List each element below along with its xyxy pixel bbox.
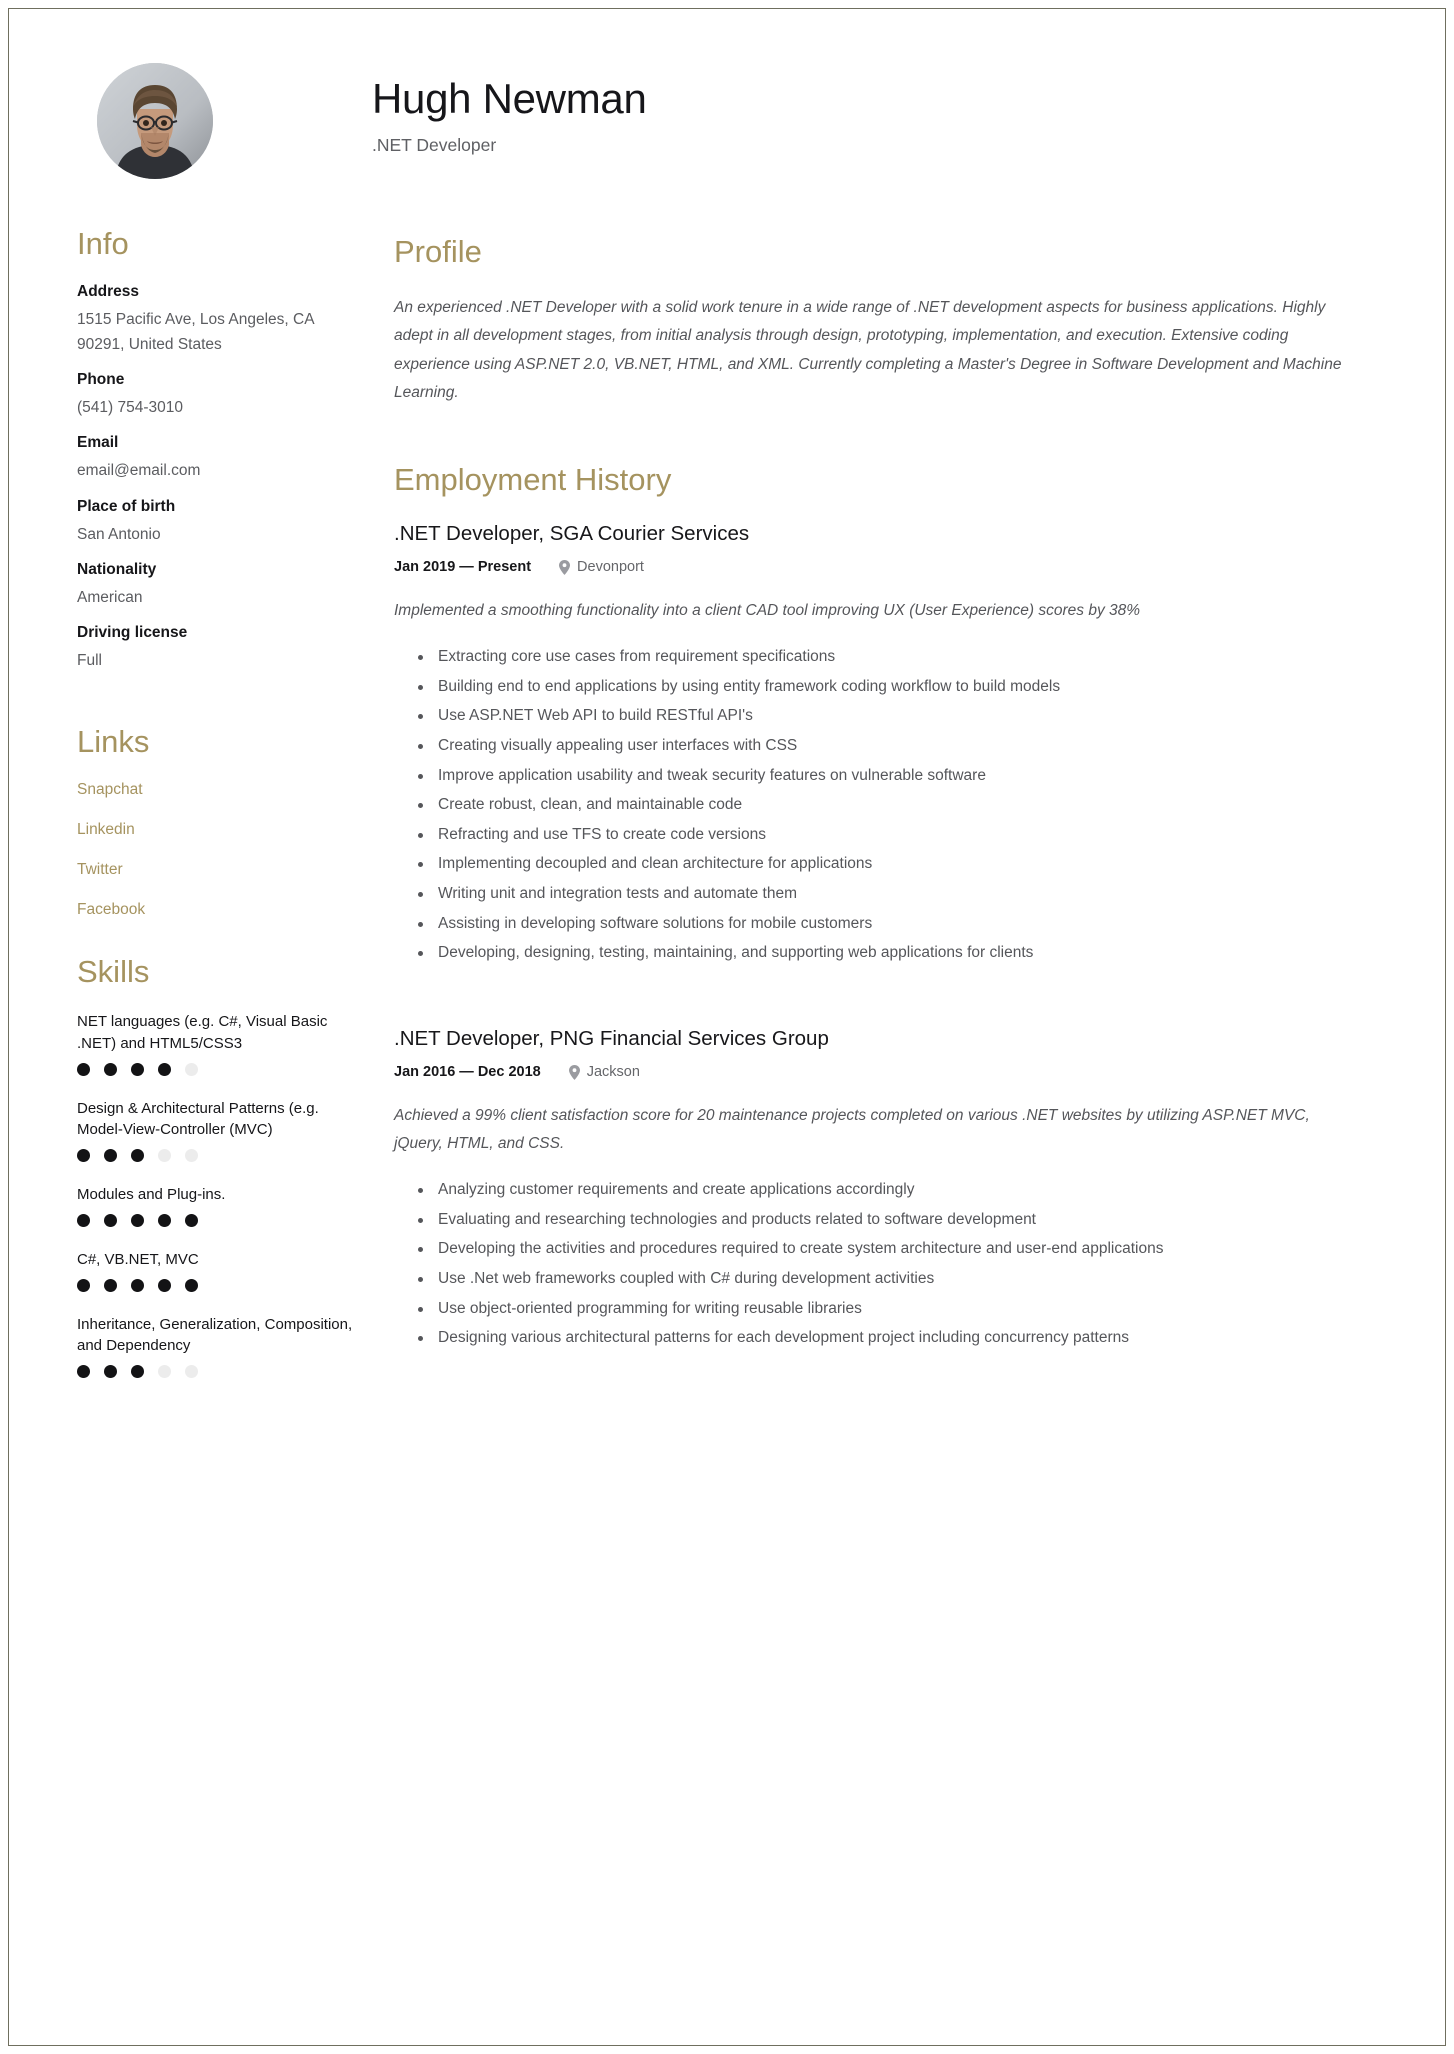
- rating-dot-filled: [131, 1279, 144, 1292]
- info-label: Phone: [77, 371, 125, 389]
- skill-rating: [77, 1214, 364, 1227]
- links-heading: Links: [77, 723, 150, 759]
- job-bullets: [394, 644, 1361, 967]
- skill-rating: [77, 1149, 364, 1162]
- profile-section: [394, 227, 1361, 407]
- info-label: Place of birth: [77, 497, 176, 515]
- skill-name: Design & Architectural Patterns (e.g. Model-View-Controller (MVC): [77, 1099, 319, 1139]
- rating-dot-filled: [158, 1279, 171, 1292]
- info-value: San Antonio: [77, 525, 161, 543]
- rating-dot-filled: [77, 1279, 90, 1292]
- rating-dot-filled: [131, 1214, 144, 1227]
- sidebar: [77, 227, 372, 1400]
- profile-text: An experienced .NET Developer with a solid work tenure in a wide range of .NET development aspects for business applications. Highly adept in all development stages, from initial analysis through design, prototyping, implementation, and execution. Extensive coding experience using ASP.NET 2.0, VB.NET, HTML, and XML. Currently completing a Master's Degree in Software Development and Machine Learning.: [394, 299, 1342, 401]
- info-label: Nationality: [77, 560, 157, 578]
- job-bullet: Improve application usability and tweak security features on vulnerable software: [436, 763, 1361, 790]
- links-section: [77, 725, 364, 919]
- employment-heading: Employment History: [394, 461, 672, 497]
- job-bullet: Building end to end applications by using entity framework coding workflow to build models: [436, 674, 1361, 701]
- rating-dot-filled: [77, 1214, 90, 1227]
- job-bullet: Analyzing customer requirements and create applications accordingly: [436, 1177, 1361, 1204]
- job-meta: [394, 1064, 1361, 1080]
- info-field-place-of-birth: [77, 498, 364, 547]
- job-location: [559, 559, 644, 575]
- rating-dot-filled: [158, 1063, 171, 1076]
- link-facebook[interactable]: Facebook: [77, 900, 146, 918]
- header-job-title: .NET Developer: [372, 135, 497, 156]
- job-bullet: Extracting core use cases from requirement specifications: [436, 644, 1361, 671]
- employment-section: [394, 463, 1361, 1352]
- page-title: Hugh Newman: [372, 75, 647, 122]
- job-date: Jan 2019 — Present: [394, 559, 532, 575]
- skill-name: NET languages (e.g. C#, Visual Basic .NET) and HTML5/CSS3: [77, 1013, 328, 1052]
- skill-item: [77, 1184, 364, 1227]
- employment-entry: [394, 1027, 1361, 1352]
- rating-dot-empty: [158, 1149, 171, 1162]
- skill-item: [77, 1249, 364, 1292]
- skill-item: [77, 1011, 364, 1076]
- skills-section: [77, 955, 364, 1378]
- rating-dot-filled: [104, 1149, 117, 1162]
- job-date: Jan 2016 — Dec 2018: [394, 1064, 541, 1081]
- info-value: 1515 Pacific Ave, Los Angeles, CA 90291, United States: [77, 311, 314, 354]
- rating-dot-empty: [185, 1149, 198, 1162]
- job-bullets: [394, 1177, 1361, 1352]
- info-field-nationality: [77, 561, 364, 610]
- skill-name: Modules and Plug-ins.: [77, 1186, 226, 1204]
- job-bullet: Assisting in developing software solutions for mobile customers: [436, 911, 1361, 938]
- skills-heading: Skills: [77, 953, 150, 989]
- rating-dot-filled: [185, 1279, 198, 1292]
- skill-rating: [77, 1279, 364, 1292]
- job-bullet: Evaluating and researching technologies and products related to software development: [436, 1207, 1361, 1234]
- skill-item: [77, 1098, 364, 1163]
- skill-item: [77, 1314, 364, 1379]
- link-snapchat[interactable]: Snapchat: [77, 780, 143, 798]
- rating-dot-filled: [131, 1149, 144, 1162]
- skill-name: Inheritance, Generalization, Composition, and Dependency: [77, 1315, 353, 1355]
- job-bullet: Designing various architectural patterns for each development project including concurrency patterns: [436, 1325, 1361, 1352]
- rating-dot-filled: [77, 1063, 90, 1076]
- link-twitter[interactable]: Twitter: [77, 860, 123, 878]
- rating-dot-filled: [104, 1063, 117, 1076]
- employment-entry: [394, 522, 1361, 967]
- info-value: email@email.com: [77, 462, 201, 480]
- avatar: [97, 63, 213, 179]
- job-bullet: Creating visually appealing user interfaces with CSS: [436, 733, 1361, 760]
- rating-dot-filled: [104, 1214, 117, 1227]
- map-pin-icon: [559, 560, 570, 575]
- job-location-label: Devonport: [577, 559, 644, 575]
- rating-dot-filled: [77, 1365, 90, 1378]
- job-summary: Implemented a smoothing functionality into a client CAD tool improving UX (User Experience) scores by 38%: [394, 602, 1141, 619]
- job-bullet: Writing unit and integration tests and automate them: [436, 881, 1361, 908]
- link-linkedin[interactable]: Linkedin: [77, 820, 135, 838]
- profile-heading: Profile: [394, 234, 482, 269]
- rating-dot-filled: [131, 1063, 144, 1076]
- rating-dot-filled: [158, 1214, 171, 1227]
- rating-dot-filled: [104, 1365, 117, 1378]
- avatar-photo-icon: [97, 63, 213, 179]
- job-title: .NET Developer, PNG Financial Services Group: [394, 1027, 829, 1051]
- job-bullet: Implementing decoupled and clean architecture for applications: [436, 851, 1361, 878]
- info-field-phone: [77, 371, 364, 420]
- job-meta: [394, 559, 1361, 575]
- info-section: [77, 227, 364, 673]
- info-label: Driving license: [77, 623, 188, 641]
- job-bullet: Developing the activities and procedures required to create system architecture and user-end applications: [436, 1236, 1361, 1263]
- resume-page: [8, 8, 1446, 2046]
- info-value: Full: [77, 651, 102, 669]
- info-field-driving-license: [77, 624, 364, 673]
- skill-rating: [77, 1063, 364, 1076]
- info-heading: Info: [77, 226, 129, 261]
- job-bullet: Refracting and use TFS to create code versions: [436, 822, 1361, 849]
- skill-name: C#, VB.NET, MVC: [77, 1250, 199, 1268]
- info-value: American: [77, 588, 143, 606]
- job-bullet: Create robust, clean, and maintainable code: [436, 792, 1361, 819]
- job-bullet: Use .Net web frameworks coupled with C# during development activities: [436, 1266, 1361, 1293]
- skill-rating: [77, 1365, 364, 1378]
- rating-dot-filled: [131, 1365, 144, 1378]
- rating-dot-empty: [185, 1063, 198, 1076]
- avatar-container: [77, 57, 372, 179]
- job-location: [569, 1064, 640, 1080]
- info-label: Address: [77, 283, 140, 301]
- job-title: .NET Developer, SGA Courier Services: [394, 522, 750, 545]
- info-value: (541) 754-3010: [77, 399, 183, 417]
- main-content: [372, 227, 1381, 1362]
- info-field-email: [77, 434, 364, 483]
- rating-dot-filled: [104, 1279, 117, 1292]
- name-block: [372, 57, 647, 156]
- job-bullet: Use object-oriented programming for writing reusable libraries: [436, 1296, 1361, 1323]
- map-pin-icon: [569, 1065, 580, 1080]
- job-bullet: Developing, designing, testing, maintaining, and supporting web applications for clients: [436, 940, 1361, 967]
- rating-dot-filled: [77, 1149, 90, 1162]
- rating-dot-empty: [158, 1365, 171, 1378]
- info-field-address: [77, 283, 364, 357]
- info-label: Email: [77, 434, 119, 452]
- resume-body: [77, 227, 1381, 1400]
- rating-dot-filled: [185, 1214, 198, 1227]
- job-bullet: Use ASP.NET Web API to build RESTful API's: [436, 703, 1361, 730]
- job-location-label: Jackson: [586, 1064, 640, 1081]
- rating-dot-empty: [185, 1365, 198, 1378]
- job-summary: Achieved a 99% client satisfaction score for 20 maintenance projects completed on various .NET websites by utilizing ASP.NET MVC, jQuery, HTML, and CSS.: [394, 1107, 1310, 1152]
- resume-header: [77, 57, 1381, 227]
